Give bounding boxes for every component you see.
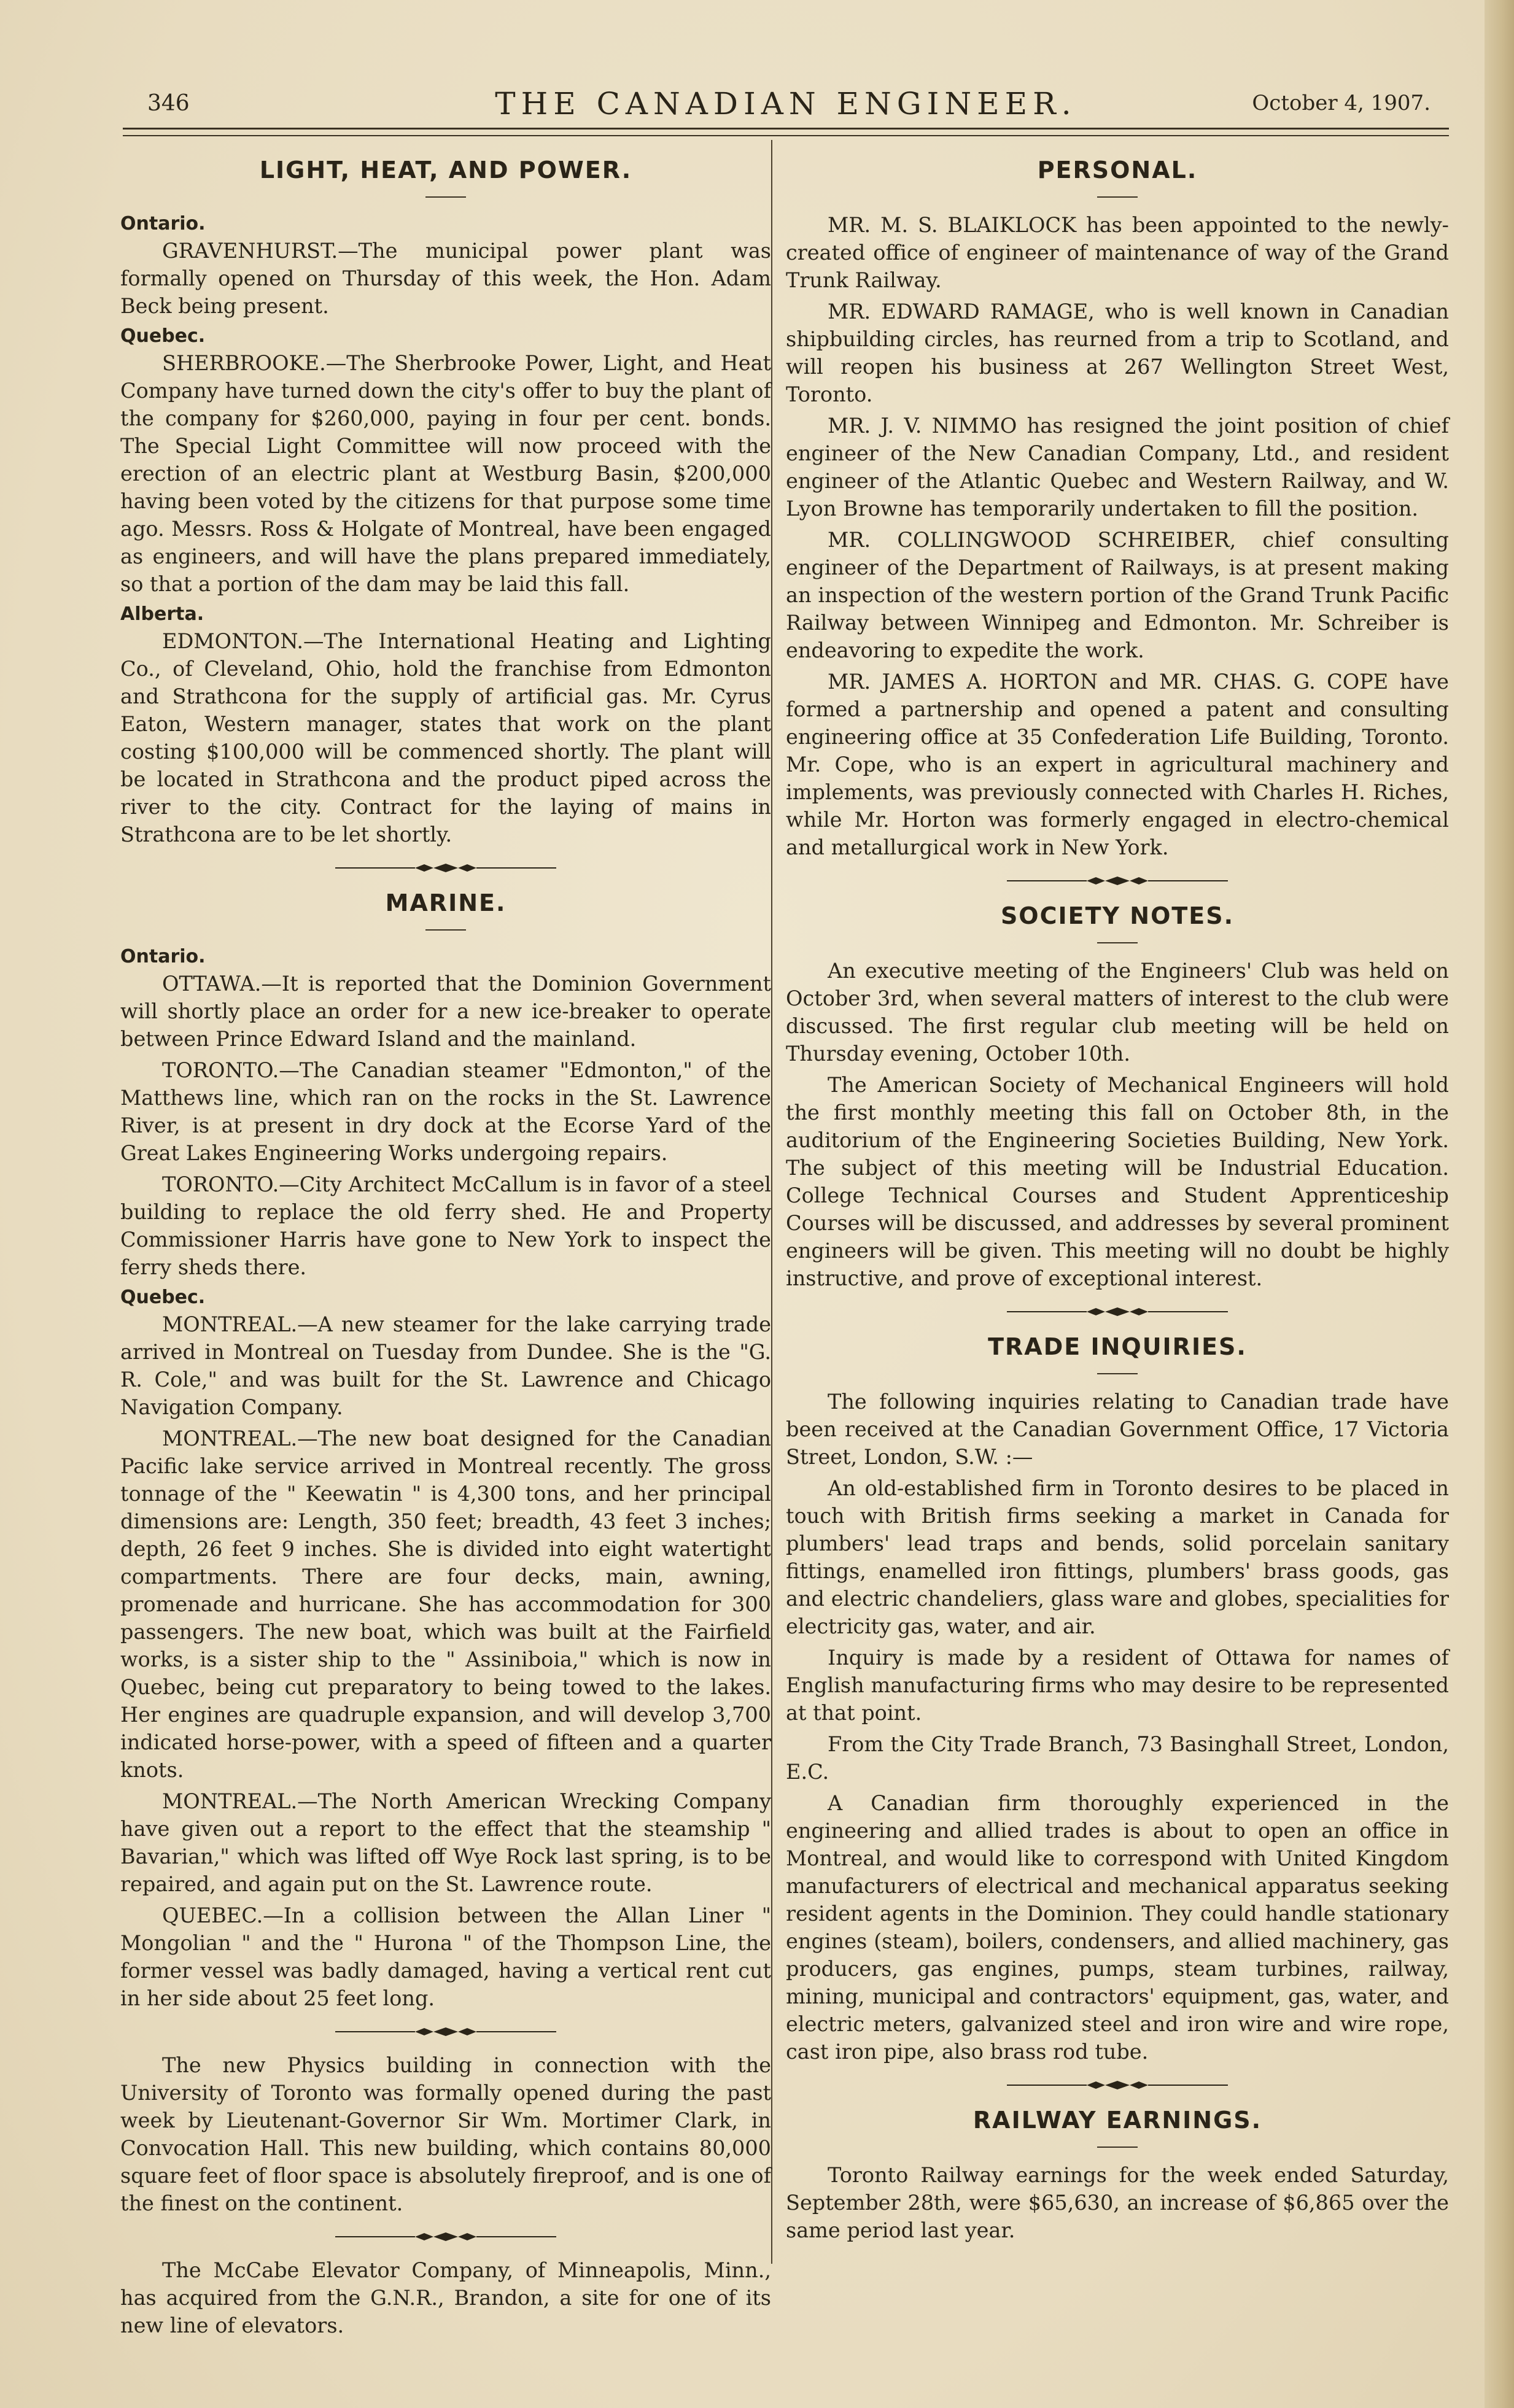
section-title-trade-inquiries: TRADE INQUIRIES.	[988, 1333, 1247, 1360]
article-paragraph: Inquiry is made by a resident of Ottawa for names of English manufacturing firms who may desire to be represented at that point.	[786, 1646, 1449, 1725]
region-heading: Quebec.	[120, 325, 206, 347]
article-paragraph: GRAVENHURST.—The municipal power plant was formally opened on Thursday of this week, the Hon. Adam Beck being present.	[120, 239, 771, 318]
section-title-marine: MARINE.	[385, 889, 507, 916]
header-rule	[123, 128, 1449, 130]
article-paragraph: An old-established firm in Toronto desires to be placed in touch with British firms seeking a market in Canada for plumbers' lead traps and bends, solid porcelain sanitary fittings, enamelled iron fittings, plumbers' brass goods, gas and electric chandeliers, glass ware and globes, specialities for electricity gas, water, and air.	[786, 1476, 1449, 1638]
article-paragraph: TORONTO.—The Canadian steamer "Edmonton," of the Matthews line, which ran on the rocks in the St. Lawrence River, is at present in dry dock at the Ecorse Yard of the Great Lakes Engineering Works undergoing repairs.	[120, 1058, 771, 1165]
region-heading: Quebec.	[120, 1287, 206, 1308]
region-heading: Ontario.	[120, 946, 206, 967]
ornament-divider	[335, 2026, 556, 2038]
title-rule	[1097, 1373, 1138, 1374]
title-rule	[1097, 196, 1138, 198]
issue-date: October 4, 1907.	[1252, 91, 1431, 115]
article-paragraph: SHERBROOKE.—The Sherbrooke Power, Light, and Heat Company have turned down the city's offer to buy the plant of the company for $260,000, paying in four per cent. bonds. The Special Light Committee will now proceed with the erection of an electric plant at Westburg Basin, $200,000 having been voted by the citizens for that purpose some time ago. Messrs. Ross & Holgate of Montreal, have been engaged as engineers, and will have the plans prepared immediately, so that a portion of the dam may be laid this fall.	[120, 351, 771, 596]
article-paragraph: An executive meeting of the Engineers' Club was held on October 3rd, when several matters of interest to the club were discussed. The first regular club meeting will be held on Thursday evening, October 10th.	[786, 959, 1449, 1066]
left-column	[120, 147, 771, 2343]
article-paragraph: MR. JAMES A. HORTON and MR. CHAS. G. COPE have formed a partnership and opened a patent and consulting engineering office at 35 Confederation Life Building, Toronto. Mr. Cope, who is an expert in agricultural machinery and implements, was previously connected with Charles H. Riches, while Mr. Horton was formerly engaged in electro-chemical and metallurgical work in New York.	[786, 670, 1449, 859]
article-paragraph: OTTAWA.—It is reported that the Dominion Government will shortly place an order for a new ice-breaker to operate between Prince Edward Island and the mainland.	[120, 972, 771, 1051]
section-title-light-heat-power: LIGHT, HEAT, AND POWER.	[259, 157, 632, 184]
article-paragraph: MR. J. V. NIMMO has resigned the joint position of chief engineer of the New Canadian Company, Ltd., and resident engineer of the Atlantic Quebec and Western Railway, and W. Lyon Browne has temporarily undertaken to fill the position.	[786, 414, 1449, 521]
section-title-society-notes: SOCIETY NOTES.	[1000, 902, 1235, 929]
page-header	[123, 86, 1449, 129]
ornament-divider	[335, 2231, 556, 2243]
article-paragraph: MR. COLLINGWOOD SCHREIBER, chief consulting engineer of the Department of Railways, is at present making an inspection of the western portion of the Grand Trunk Pacific Railway between Winnipeg and Edmonton. Mr. Schreiber is endeavoring to expedite the work.	[786, 528, 1449, 662]
article-paragraph: MONTREAL.—The new boat designed for the Canadian Pacific lake service arrived in Montreal recently. The gross tonnage of the " Keewatin " is 4,300 tons, and her principal dimensions are: Length, 350 feet; breadth, 43 feet 3 inches; depth, 26 feet 9 inches. She is divided into eight watertight compartments. There are four decks, main, awning, promenade and hurricane. She has accommodation for 300 passengers. The new boat, which was built at the Fairfield works, is a sister ship to the " Assiniboia," which is now in Quebec, being cut preparatory to being towed to the lakes. Her engines are quadruple expansion, and will develop 3,700 indicated horse-power, with a speed of fifteen and a quarter knots.	[120, 1427, 771, 1782]
section-title-personal: PERSONAL.	[1037, 157, 1198, 184]
title-rule	[1097, 2147, 1138, 2148]
article-paragraph: MONTREAL.—A new steamer for the lake carrying trade arrived in Montreal on Tuesday from Dundee. She is the "G. R. Cole," and was built for the St. Lawrence and Chicago Navigation Company.	[120, 1312, 771, 1419]
article-paragraph: MR. M. S. BLAIKLOCK has been appointed to the newly-created office of engineer of maintenance of way of the Grand Trunk Railway.	[786, 213, 1449, 292]
article-paragraph: MR. EDWARD RAMAGE, who is well known in Canadian shipbuilding circles, has reurned from a trip to Scotland, and will reopen his business at 267 Wellington Street West, Toronto.	[786, 300, 1449, 406]
journal-title: THE CANADIAN ENGINEER.	[495, 86, 1077, 122]
article-paragraph: EDMONTON.—The International Heating and Lighting Co., of Cleveland, Ohio, hold the franchise from Edmonton and Strathcona for the supply of artificial gas. Mr. Cyrus Eaton, Western manager, states that work on the plant costing $100,000 will be commenced shortly. The plant will be located in Strathcona and the product piped across the river to the city. Contract for the laying of mains in Strathcona are to be let shortly.	[120, 629, 771, 846]
section-title-railway-earnings: RAILWAY EARNINGS.	[972, 2107, 1262, 2134]
article-paragraph: From the City Trade Branch, 73 Basinghall Street, London, E.C.	[786, 1732, 1449, 1784]
right-column	[786, 147, 1449, 2248]
title-rule	[425, 929, 466, 931]
header-rule-thin	[123, 135, 1449, 136]
page-number: 346	[147, 91, 190, 116]
title-rule	[425, 196, 466, 198]
ornament-divider	[1007, 875, 1228, 887]
article-paragraph: TORONTO.—City Architect McCallum is in favor of a steel building to replace the old ferry shed. He and Property Commissioner Harris have gone to New York to inspect the ferry sheds there.	[120, 1172, 771, 1279]
article-paragraph-mccabe: The McCabe Elevator Company, of Minneapolis, Minn., has acquired from the G.N.R., Brandon, a site for one of its new line of elevators.	[120, 2258, 771, 2337]
region-heading: Ontario.	[120, 213, 206, 234]
article-paragraph: The American Society of Mechanical Engineers will hold the first monthly meeting this fall on October 8th, in the auditorium of the Engineering Societies Building, New York. The subject of this meeting will be Industrial Education. College Technical Courses and Student Apprenticeship Courses will be discussed, and addresses by several prominent engineers will be given. This meeting will no doubt be highly instructive, and prove of exceptional interest.	[786, 1073, 1449, 1290]
article-paragraph: The following inquiries relating to Canadian trade have been received at the Canadian Government Office, 17 Victoria Street, London, S.W. :—	[786, 1390, 1449, 1469]
region-heading: Alberta.	[120, 603, 204, 625]
column-divider	[771, 140, 772, 2264]
article-paragraph: MONTREAL.—The North American Wrecking Company have given out a report to the effect that the steamship " Bavarian," which was lifted off Wye Rock last spring, is to be repaired, and again put on the St. Lawrence route.	[120, 1789, 771, 1896]
article-paragraph: A Canadian firm thoroughly experienced in the engineering and allied trades is about to open an office in Montreal, and would like to correspond with United Kingdom manufacturers of electrical and mechanical apparatus seeking resident agents in the Dominion. They could handle stationary engines (steam), boilers, condensers, and allied machinery, gas producers, gas engines, pumps, steam turbines, railway, mining, municipal and contractors' equipment, gas, water, and electric meters, galvanized steel and iron wire and wire rope, cast iron pipe, also brass rod tube.	[786, 1791, 1449, 2064]
ornament-divider	[335, 862, 556, 874]
ornament-divider	[1007, 1306, 1228, 1318]
ornament-divider	[1007, 2079, 1228, 2091]
title-rule	[1097, 942, 1138, 943]
article-paragraph: Toronto Railway earnings for the week ended Saturday, September 28th, were $65,630, an increase of $6,865 over the same period last year.	[786, 2163, 1449, 2242]
article-paragraph: QUEBEC.—In a collision between the Allan Liner " Mongolian " and the " Hurona " of the Thompson Line, the former vessel was badly damaged, having a vertical rent cut in her side about 25 feet long.	[120, 1903, 771, 2010]
article-paragraph-physics: The new Physics building in connection with the University of Toronto was formally opened during the past week by Lieutenant-Governor Sir Wm. Mortimer Clark, in Convocation Hall. This new building, which contains 80,000 square feet of floor space is absolutely fireproof, and is one of the finest on the continent.	[120, 2053, 771, 2215]
page-edge	[1485, 0, 1514, 2408]
